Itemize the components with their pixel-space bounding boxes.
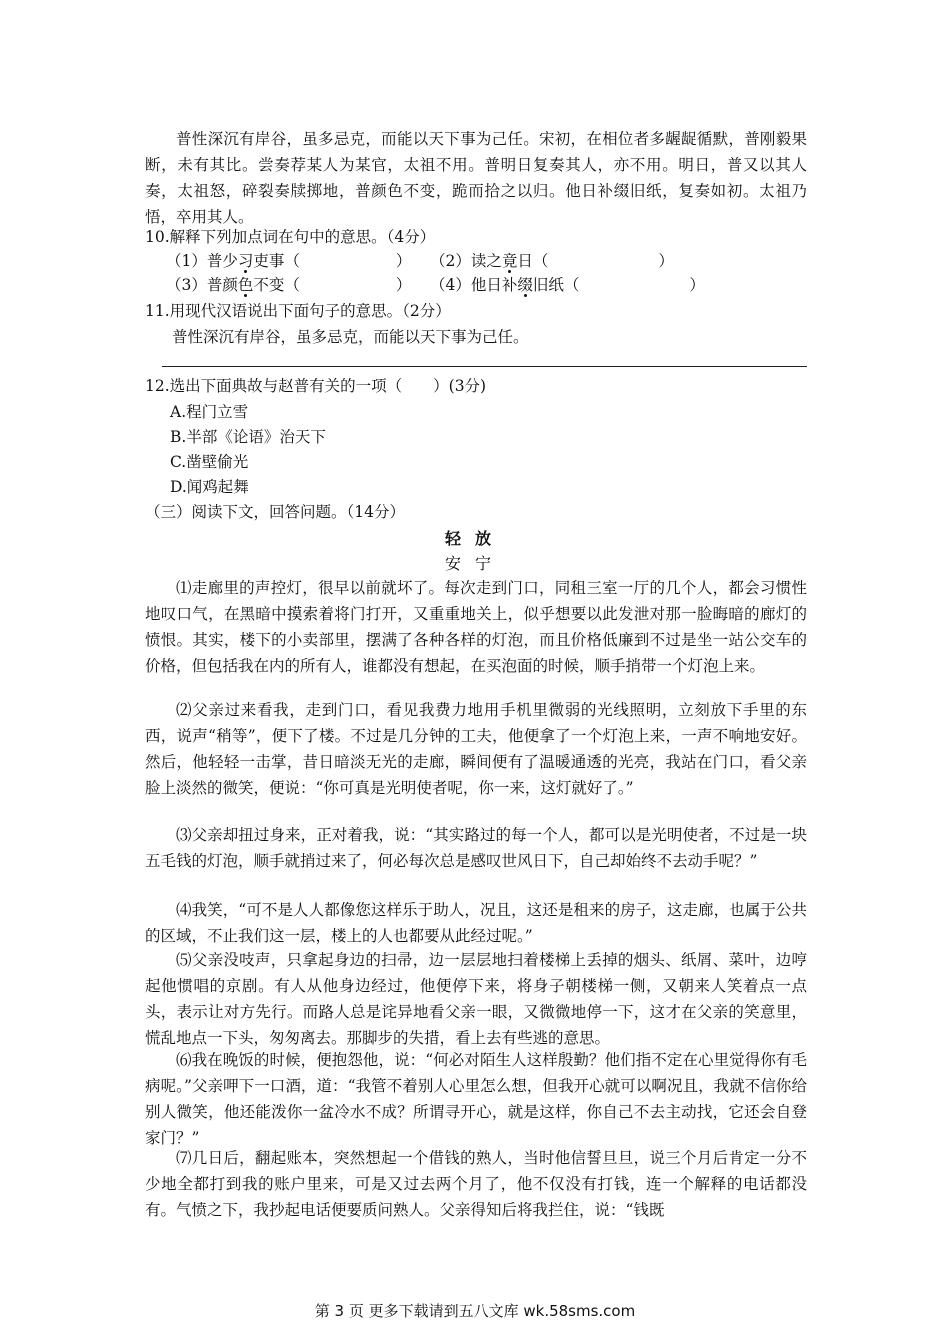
article-paragraph-5: ⑸父亲没吱声，只拿起身边的扫帚，边一层层地扫着楼梯上丢掉的烟头、纸屑、菜叶，边哼起他惯唱的京剧。有人从他身边经过，他便停下来，将身子朝楼梯一侧，又朝来人笑着点一点头，表示让对方先行。而路人总是诧异地看父亲一眼，又微微地停一下，这才在父亲的笑意里，慌乱地点一下头，匆匆离去。那脚步的失措，看上去有些逃的意思。 <box>145 951 807 1047</box>
article-author: 安宁 <box>444 554 505 573</box>
passage-zhao-pu: 普性深沉有岸谷，虽多忌克，而能以天下事为己任。宋初，在相位者多龌龊循默，普刚毅果断，未有其比。尝奏荐某人为某官，太祖不用。普明日复奏其人，亦不用。明日，普又以其人奏，太祖怒，碎裂奏牍掷地，普颜色不变，跪而拾之以归。他日补缀旧纸，复奏如初。太祖乃悟，卒用其人。 <box>145 130 807 226</box>
q10-item-3 <box>166 273 411 297</box>
q10-item-1-post: 吏事（ <box>253 252 300 270</box>
q10-item-3-dotted-word: 色 <box>237 276 254 294</box>
q10-item-4-pre: （4）他日补 <box>430 276 518 294</box>
q10-item-4-post: 旧纸（ <box>532 276 580 294</box>
q10-item-1-pre: （1）普少 <box>166 252 238 270</box>
q10-item-1 <box>166 249 411 273</box>
q11-answer-line[interactable] <box>162 366 807 367</box>
q10-item-1-dotted-word: 习 <box>237 252 254 270</box>
q10-item-4 <box>430 273 705 297</box>
q10-item-2-pre: （2）读之 <box>430 252 502 270</box>
q12-option-d: D.闻鸡起舞 <box>170 478 249 496</box>
q10-item-2-post: 日（ <box>517 252 549 270</box>
q12-option-a: A.程门立雪 <box>170 403 249 421</box>
section3-heading: （三）阅读下文，回答问题。（14分） <box>145 503 405 521</box>
article-paragraph-4: ⑷我笑，“可不是人人都像您这样乐于助人，况且，这还是租来的房子，这走廊，也属于公共的区域，不止我们这一层，楼上的人也都要从此经过呢。” <box>145 901 807 945</box>
q10-item-3-pre: （3）普颜 <box>166 276 238 294</box>
q11-sentence: 普性深沉有岸谷，虽多忌克，而能以天下事为己任。 <box>172 328 529 346</box>
q10-item-4-dotted-word: 缀 <box>517 276 533 294</box>
q12-title: 12.选出下面典故与赵普有关的一项（ ）(3分) <box>145 377 487 395</box>
article-paragraph-2: ⑵父亲过来看我，走到门口，看见我费力地用手机里微弱的光线照明，立刻放下手里的东西，说声“稍等”，便下了楼。不过是几分钟的工夫，他便拿了一个灯泡上来，一声不响地安好。然后，他轻轻一击掌，昔日暗淡无光的走廊，瞬间便有了温暖通透的光亮，我站在门口，看父亲脸上淡然的微笑，便说：“你可真是光明使者呢，你一来，这灯就好了。” <box>145 701 807 797</box>
q11-title: 11.用现代汉语说出下面句子的意思。（2分） <box>145 302 451 320</box>
q10-item-1-close: ） <box>395 252 412 270</box>
q10-item-4-close: ） <box>689 276 705 294</box>
q12-option-c: C.凿壁偷光 <box>170 453 249 471</box>
article-paragraph-7: ⑺几日后，翻起账本，突然想起一个借钱的熟人，当时他信誓旦旦，说三个月后肯定一分不少地全都打到我的账户里来，可是又过去两个月了，他不仅没有打钱，连一个解释的电话都没有。气愤之下，我抄起电话便要质问熟人。父亲得知后将我拦住，说：“钱既 <box>145 1149 807 1219</box>
q12-option-b: B.半部《论语》治天下 <box>170 428 326 446</box>
q10-item-2-dotted-word: 竟 <box>501 252 518 270</box>
q10-item-2-close: ） <box>658 252 674 270</box>
page-footer: 第 3 页 更多下载请到五八文库 wk.58sms.com <box>314 1302 636 1320</box>
article-paragraph-1: ⑴走廊里的声控灯，很早以前就坏了。每次走到门口，同租三室一厅的几个人，都会习惯性地叹口气，在黑暗中摸索着将门打开，又重重地关上，似乎想要以此发泄对那一脸晦暗的廊灯的愤恨。其实，楼下的小卖部里，摆满了各种各样的灯泡，而且价格低廉到不过是坐一站公交车的价格，但包括我在内的所有人，谁都没有想起，在买泡面的时候，顺手捎带一个灯泡上来。 <box>145 579 807 675</box>
article-paragraph-6: ⑹我在晚饭的时候，便抱怨他，说：“何必对陌生人这样殷勤？他们指不定在心里觉得你有毛病呢。”父亲呷下一口酒，道：“我管不着别人心里怎么想，但我开心就可以啊况且，我就不信你给别人微笑，他还能泼你一盆冷水不成？所谓寻开心，就是这样，你自己不去主动找，它还会自登家门？” <box>145 1051 807 1147</box>
q10-title: 10.解释下列加点词在句中的意思。（4分） <box>145 228 436 246</box>
article-paragraph-3: ⑶父亲却扭过身来，正对着我，说：“其实路过的每一个人，都可以是光明使者，不过是一块五毛钱的灯泡，顺手就捎过来了，何必每次总是感叹世风日下，自己却始终不去动手呢？” <box>145 826 807 870</box>
q10-item-3-post: 不变（ <box>253 276 300 294</box>
article-title: 轻放 <box>444 529 505 548</box>
q10-item-3-close: ） <box>395 276 412 294</box>
q10-item-2 <box>430 249 674 273</box>
